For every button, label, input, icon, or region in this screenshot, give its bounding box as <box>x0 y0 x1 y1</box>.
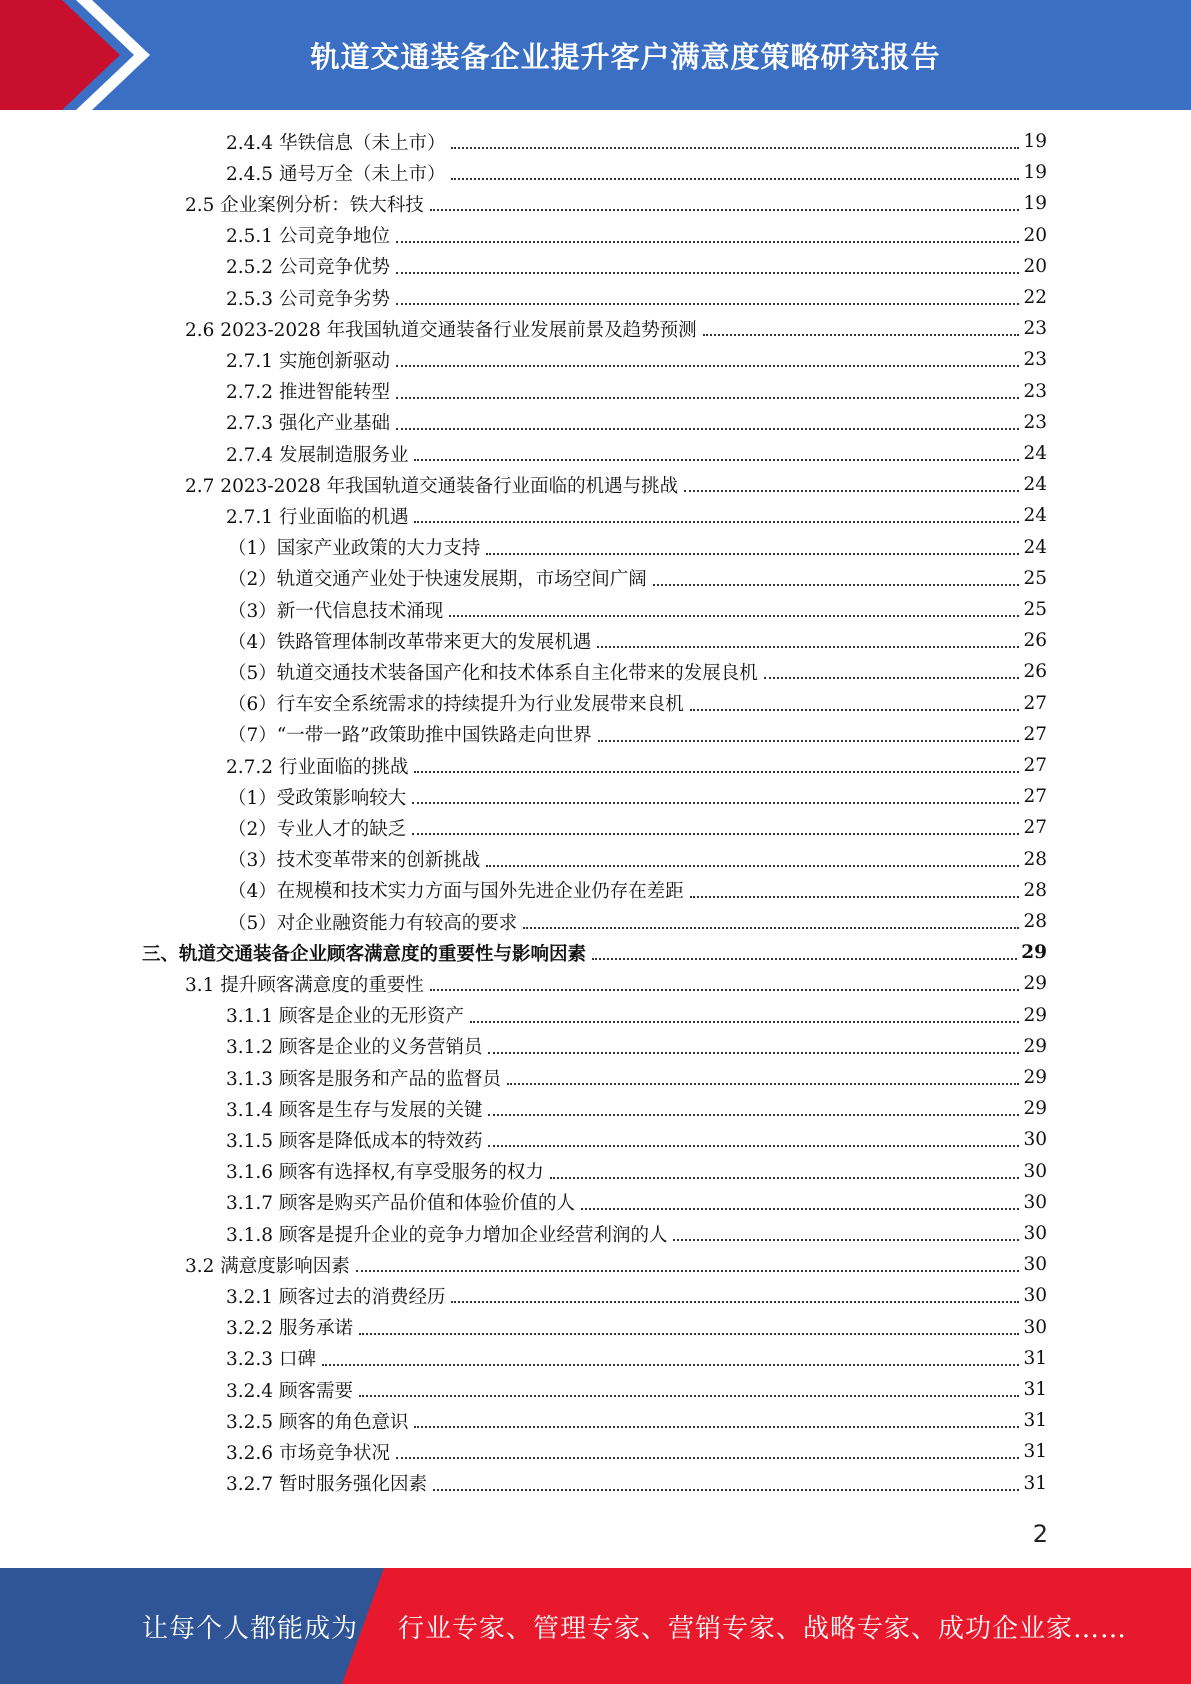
toc-dot-leader <box>414 458 1019 461</box>
toc-dot-leader <box>488 1113 1019 1116</box>
toc-entry[interactable] <box>185 313 1047 344</box>
toc-entry[interactable] <box>226 1124 1047 1155</box>
toc-dot-leader <box>598 739 1020 742</box>
toc-entry-page: 24 <box>1023 505 1047 527</box>
footer-slogan-left: 让每个人都能成为 <box>142 1613 359 1644</box>
toc-entry-page: 27 <box>1023 755 1047 776</box>
toc-entry-page: 30 <box>1023 1285 1047 1307</box>
toc-entry[interactable] <box>226 500 1047 531</box>
toc-entry-page: 31 <box>1023 1410 1047 1432</box>
toc-dot-leader <box>690 708 1020 711</box>
toc-entry[interactable] <box>228 594 1047 625</box>
toc-entry-page: 30 <box>1023 1129 1047 1151</box>
toc-entry-page: 31 <box>1023 1379 1047 1400</box>
toc-entry-page: 23 <box>1023 411 1047 433</box>
toc-entry[interactable] <box>226 1436 1047 1467</box>
toc-entry[interactable] <box>226 1000 1047 1031</box>
toc-entry[interactable] <box>228 781 1047 812</box>
toc-entry-label: 3.2.3 口碑 <box>226 1349 316 1371</box>
toc-entry-label: 3.2.7 暂时服务强化因素 <box>226 1474 427 1496</box>
toc-entry-page: 27 <box>1023 723 1047 745</box>
toc-entry[interactable] <box>228 688 1047 719</box>
toc-entry-page: 28 <box>1023 848 1047 870</box>
toc-dot-leader <box>690 895 1020 898</box>
toc-entry[interactable] <box>226 1218 1047 1249</box>
toc-dot-leader <box>486 864 1019 867</box>
toc-entry[interactable] <box>226 344 1047 375</box>
toc-entry-page: 22 <box>1023 287 1047 308</box>
toc-entry-page: 20 <box>1023 255 1047 277</box>
toc-entry[interactable] <box>226 220 1047 251</box>
toc-entry-label: （2）专业人才的缺乏 <box>228 818 407 840</box>
toc-entry-label: 3.2.5 顾客的角色意识 <box>226 1411 409 1433</box>
toc-entry-page: 31 <box>1023 1347 1047 1369</box>
toc-entry-page: 19 <box>1023 162 1047 184</box>
toc-dot-leader <box>414 1425 1019 1428</box>
toc-dot-leader <box>396 1456 1019 1459</box>
toc-dot-leader <box>673 1238 1019 1241</box>
toc-entry-label: （5）轨道交通技术装备国产化和技术体系自主化带来的发展良机 <box>228 662 758 684</box>
toc-entry[interactable] <box>226 157 1047 188</box>
toc-entry-label: （6）行车安全系统需求的持续提升为行业发展带来良机 <box>228 694 684 716</box>
toc-entry-label: 3.1.7 顾客是购买产品价值和体验价值的人 <box>226 1193 575 1215</box>
toc-entry-label: （7）“一带一路”政策助推中国铁路走向世界 <box>228 725 592 747</box>
toc-entry-label: 2.5.2 公司竞争优势 <box>226 257 390 279</box>
toc-entry[interactable] <box>228 656 1047 687</box>
toc-entry[interactable] <box>226 282 1047 313</box>
toc-entry-page: 19 <box>1023 131 1047 152</box>
toc-entry-label: 3.2 满意度影响因素 <box>185 1255 350 1277</box>
toc-entry-page: 29 <box>1023 1004 1047 1026</box>
toc-dot-leader <box>430 208 1020 211</box>
toc-entry[interactable] <box>228 563 1047 594</box>
toc-entry-page: 29 <box>1021 942 1047 964</box>
toc-dot-leader <box>486 552 1019 555</box>
toc-dot-leader <box>322 1363 1020 1366</box>
toc-entry[interactable] <box>185 188 1047 219</box>
toc-dot-leader <box>412 801 1019 804</box>
toc-entry[interactable] <box>228 812 1047 843</box>
toc-dot-leader <box>359 1394 1020 1397</box>
toc-entry-page: 24 <box>1023 443 1047 464</box>
toc-entry-page: 30 <box>1023 1254 1047 1276</box>
toc-entry-page: 25 <box>1023 567 1047 589</box>
toc-entry-label: 3.1 提升顾客满意度的重要性 <box>185 974 424 996</box>
toc-dot-leader <box>433 1488 1019 1491</box>
toc-entry[interactable] <box>228 719 1047 750</box>
toc-entry-page: 23 <box>1023 349 1047 371</box>
toc-dot-leader <box>451 146 1019 149</box>
toc-entry-page: 31 <box>1023 1472 1047 1494</box>
toc-entry-page: 30 <box>1023 1316 1047 1338</box>
toc-entry-label: 3.1.8 顾客是提升企业的竞争力增加企业经营利润的人 <box>226 1224 668 1246</box>
toc-entry-label: 2.7 2023-2028 年我国轨道交通装备行业面临的机遇与挑战 <box>185 475 679 497</box>
toc-dot-leader <box>684 489 1019 492</box>
toc-entry[interactable] <box>226 750 1047 781</box>
toc-dot-leader <box>597 645 1019 648</box>
toc-entry[interactable] <box>228 906 1047 937</box>
toc-entry-label: 2.7.3 强化产业基础 <box>226 413 390 435</box>
toc-entry-page: 27 <box>1023 786 1047 808</box>
toc-entry-label: 2.5.1 公司竞争地位 <box>226 226 390 248</box>
toc-dot-leader <box>356 1269 1020 1272</box>
toc-entry-page: 30 <box>1023 1160 1047 1182</box>
toc-entry-label: 三、轨道交通装备企业顾客满意度的重要性与影响因素 <box>142 943 587 965</box>
toc-entry-label: 2.6 2023-2028 年我国轨道交通装备行业发展前景及趋势预测 <box>185 319 697 341</box>
toc-entry-label: 2.7.2 行业面临的挑战 <box>226 756 409 778</box>
toc-entry[interactable] <box>228 844 1047 875</box>
toc-entry[interactable] <box>226 1031 1047 1062</box>
toc-entry[interactable] <box>226 1405 1047 1436</box>
toc-entry-label: 3.1.1 顾客是企业的无形资产 <box>226 1006 464 1028</box>
toc-entry-page: 29 <box>1023 1098 1047 1120</box>
toc-dot-leader <box>488 1144 1019 1147</box>
toc-entry-page: 28 <box>1023 879 1047 901</box>
toc-dot-leader <box>430 988 1020 991</box>
toc-entry-label: 3.1.3 顾客是服务和产品的监督员 <box>226 1068 501 1090</box>
toc-entry-label: 3.2.2 服务承诺 <box>226 1318 353 1340</box>
toc-entry-label: 3.1.5 顾客是降低成本的特效药 <box>226 1130 483 1152</box>
toc-entry-label: （1）国家产业政策的大力支持 <box>228 538 481 560</box>
toc-entry[interactable] <box>226 407 1047 438</box>
toc-dot-leader <box>550 1176 1020 1179</box>
toc-entry-page: 29 <box>1023 973 1047 995</box>
toc-dot-leader <box>412 832 1019 835</box>
toc-dot-leader <box>414 520 1019 523</box>
toc-dot-leader <box>507 1082 1019 1085</box>
toc-dot-leader <box>451 177 1019 180</box>
toc-dot-leader <box>653 583 1020 586</box>
toc-entry-page: 24 <box>1023 474 1047 496</box>
toc-entry-page: 19 <box>1023 193 1047 215</box>
toc-entry[interactable] <box>226 376 1047 407</box>
toc-entry-page: 26 <box>1023 630 1047 652</box>
toc-entry-label: （4）铁路管理体制改革带来更大的发展机遇 <box>228 631 592 653</box>
toc-dot-leader <box>449 614 1019 617</box>
toc-dot-leader <box>396 271 1019 274</box>
toc-entry[interactable] <box>226 1374 1047 1405</box>
toc-entry-label: 2.7.1 实施创新驱动 <box>226 350 390 372</box>
toc-dot-leader <box>396 240 1019 243</box>
toc-dot-leader <box>396 302 1019 305</box>
toc-entry[interactable] <box>226 1280 1047 1311</box>
toc-entry-page: 31 <box>1023 1441 1047 1463</box>
toc-entry[interactable] <box>226 1156 1047 1187</box>
toc-dot-leader <box>359 1332 1020 1335</box>
toc-entry[interactable] <box>185 469 1047 500</box>
toc-dot-leader <box>764 676 1020 679</box>
toc-entry[interactable] <box>185 968 1047 999</box>
toc-entry-label: 2.7.1 行业面临的机遇 <box>226 506 409 528</box>
toc-entry-label: （5）对企业融资能力有较高的要求 <box>228 912 518 934</box>
toc-entry-label: 3.2.6 市场竞争状况 <box>226 1442 390 1464</box>
toc-entry[interactable] <box>226 1093 1047 1124</box>
toc-dot-leader <box>396 396 1019 399</box>
toc-entry-page: 30 <box>1023 1223 1047 1244</box>
chevron-arrow-icon <box>0 0 150 110</box>
toc-entry[interactable] <box>226 1343 1047 1374</box>
page-footer <box>0 1568 1191 1684</box>
toc-entry-label: （3）新一代信息技术涌现 <box>228 600 444 622</box>
toc-dot-leader <box>396 364 1019 367</box>
footer-slogan-right: 行业专家、管理专家、营销专家、战略专家、成功企业家…… <box>398 1613 1128 1644</box>
toc-entry-page: 28 <box>1023 911 1047 932</box>
toc-dot-leader <box>451 1300 1019 1303</box>
toc-entry-page: 23 <box>1023 380 1047 402</box>
toc-entry-label: （4）在规模和技术实力方面与国外先进企业仍存在差距 <box>228 881 684 903</box>
toc-dot-leader <box>581 1207 1019 1210</box>
toc-entry-label: 2.5 企业案例分析：铁大科技 <box>185 194 424 216</box>
toc-dot-leader <box>396 427 1019 430</box>
toc-dot-leader <box>523 926 1019 929</box>
toc-entry-label: （1）受政策影响较大 <box>228 787 407 809</box>
toc-entry-page: 26 <box>1023 661 1047 683</box>
toc-entry-label: 3.2.1 顾客过去的消费经历 <box>226 1286 446 1308</box>
toc-dot-leader <box>470 1020 1019 1023</box>
toc-entry-page: 27 <box>1023 692 1047 714</box>
toc-entry-label: 2.7.4 发展制造服务业 <box>226 444 409 466</box>
toc-entry[interactable] <box>228 625 1047 656</box>
toc-entry-label: 2.5.3 公司竞争劣势 <box>226 288 390 310</box>
toc-entry-label: （2）轨道交通产业处于快速发展期，市场空间广阔 <box>228 569 647 591</box>
toc-entry[interactable] <box>226 438 1047 469</box>
toc-entry[interactable] <box>185 1249 1047 1280</box>
toc-entry-page: 27 <box>1023 817 1047 839</box>
toc-entry-page: 29 <box>1023 1067 1047 1088</box>
toc-entry[interactable] <box>226 126 1047 157</box>
toc-entry-page: 30 <box>1023 1191 1047 1213</box>
toc-entry[interactable] <box>226 1062 1047 1093</box>
toc-entry-label: 3.2.4 顾客需要 <box>226 1380 353 1402</box>
page-header <box>0 0 1191 110</box>
toc-entry-label: 2.4.4 华铁信息（未上市） <box>226 132 446 154</box>
toc-entry-label: （3）技术变革带来的创新挑战 <box>228 850 481 872</box>
page-number: 2 <box>1032 1520 1048 1548</box>
toc-entry-page: 23 <box>1023 318 1047 340</box>
toc-entry[interactable] <box>226 1468 1047 1499</box>
toc-entry-label: 2.4.5 通号万全（未上市） <box>226 163 446 185</box>
toc-entry[interactable] <box>226 1187 1047 1218</box>
toc-entry-page: 20 <box>1023 224 1047 246</box>
toc-entry-label: 3.1.4 顾客是生存与发展的关键 <box>226 1099 483 1121</box>
toc-entry-page: 29 <box>1023 1035 1047 1057</box>
toc-entry[interactable] <box>228 875 1047 906</box>
toc-entry-label: 3.1.2 顾客是企业的义务营销员 <box>226 1037 483 1059</box>
toc-dot-leader <box>592 957 1017 960</box>
toc-entry[interactable] <box>142 937 1047 968</box>
toc-dot-leader <box>488 1051 1019 1054</box>
toc-entry[interactable] <box>228 532 1047 563</box>
toc-entry-page: 24 <box>1023 536 1047 558</box>
toc-entry-label: 3.1.6 顾客有选择权,有享受服务的权力 <box>226 1162 544 1184</box>
toc-dot-leader <box>703 333 1020 336</box>
document-title: 轨道交通装备企业提升客户满意度策略研究报告 <box>310 39 941 74</box>
toc-entry-page: 25 <box>1023 599 1047 620</box>
toc-entry[interactable] <box>226 1312 1047 1343</box>
toc-dot-leader <box>414 770 1019 773</box>
toc-entry-label: 2.7.2 推进智能转型 <box>226 382 390 404</box>
toc-entry[interactable] <box>226 251 1047 282</box>
